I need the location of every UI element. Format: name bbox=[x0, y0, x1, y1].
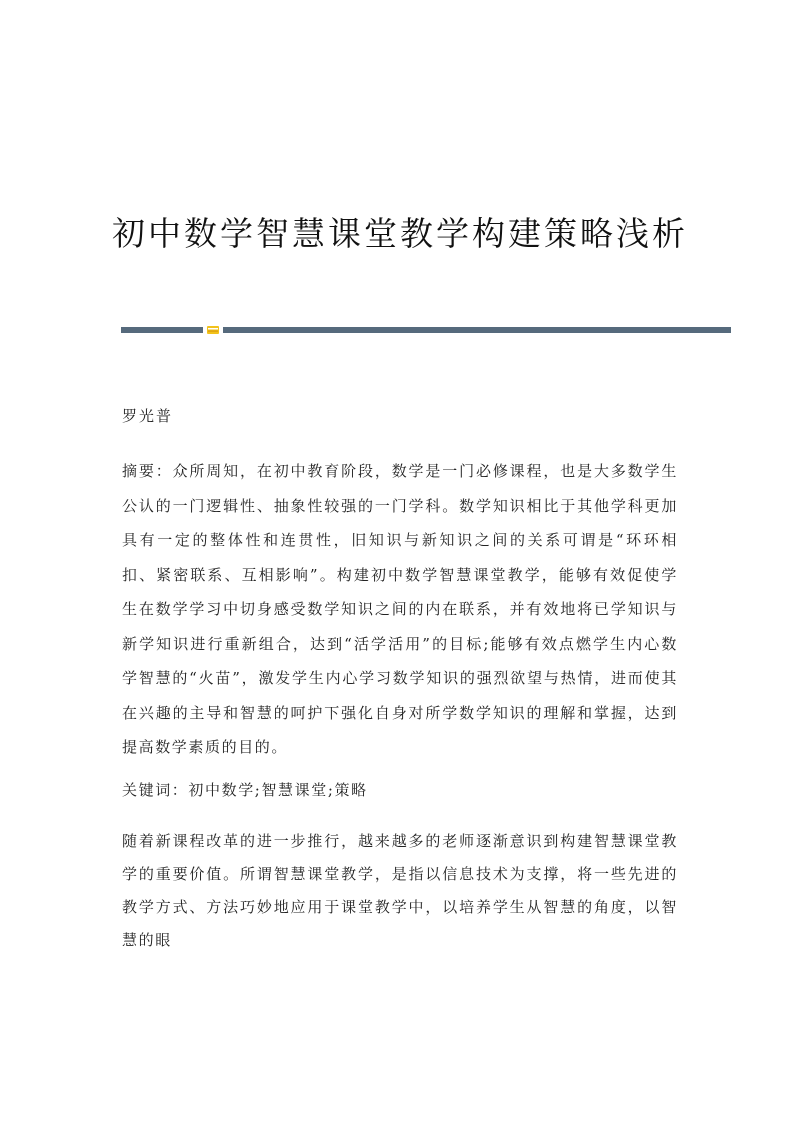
keywords-line: 关键词：初中数学;智慧课堂;策略 bbox=[122, 780, 368, 799]
article-body bbox=[122, 405, 678, 957]
abstract-paragraph: 摘要：众所周知，在初中教育阶段，数学是一门必修课程，也是大多数学生公认的一门逻辑性、抽象性较强的一门学科。数学知识相比于其他学科更加具有一定的整体性和连贯性，旧知识与新知识之间的关系可谓是“环环相扣、紧密联系、互相影响”。构建初中数学智慧课堂教学，能够有效促使学生在数学学习中切身感受数学知识之间的内在联系，并有效地将已学知识与新学知识进行重新组合，达到“活学活用”的目标;能够有效点燃学生内心数学智慧的“火苗”，激发学生内心学习数学知识的强烈欲望与热情，进而使其在兴趣的主导和智慧的呵护下强化自身对所学数学知识的理解和掌握，达到提高数学素质的目的。 bbox=[122, 462, 678, 756]
pencil-icon bbox=[206, 324, 220, 335]
paper-title: 初中数学智慧课堂教学构建策略浅析 bbox=[112, 214, 688, 254]
body-paragraph: 随着新课程改革的进一步推行，越来越多的老师逐渐意识到构建智慧课堂教学的重要价值。所谓智慧课堂教学，是指以信息技术为支撑，将一些先进的教学方式、方法巧妙地应用于课堂教学中，以培养学生从智慧的角度，以智慧的眼 bbox=[122, 831, 678, 949]
author-name: 罗光普 bbox=[122, 407, 174, 425]
divider-bar-right bbox=[223, 327, 731, 333]
title-divider bbox=[121, 324, 731, 334]
divider-bar-left bbox=[121, 327, 203, 333]
